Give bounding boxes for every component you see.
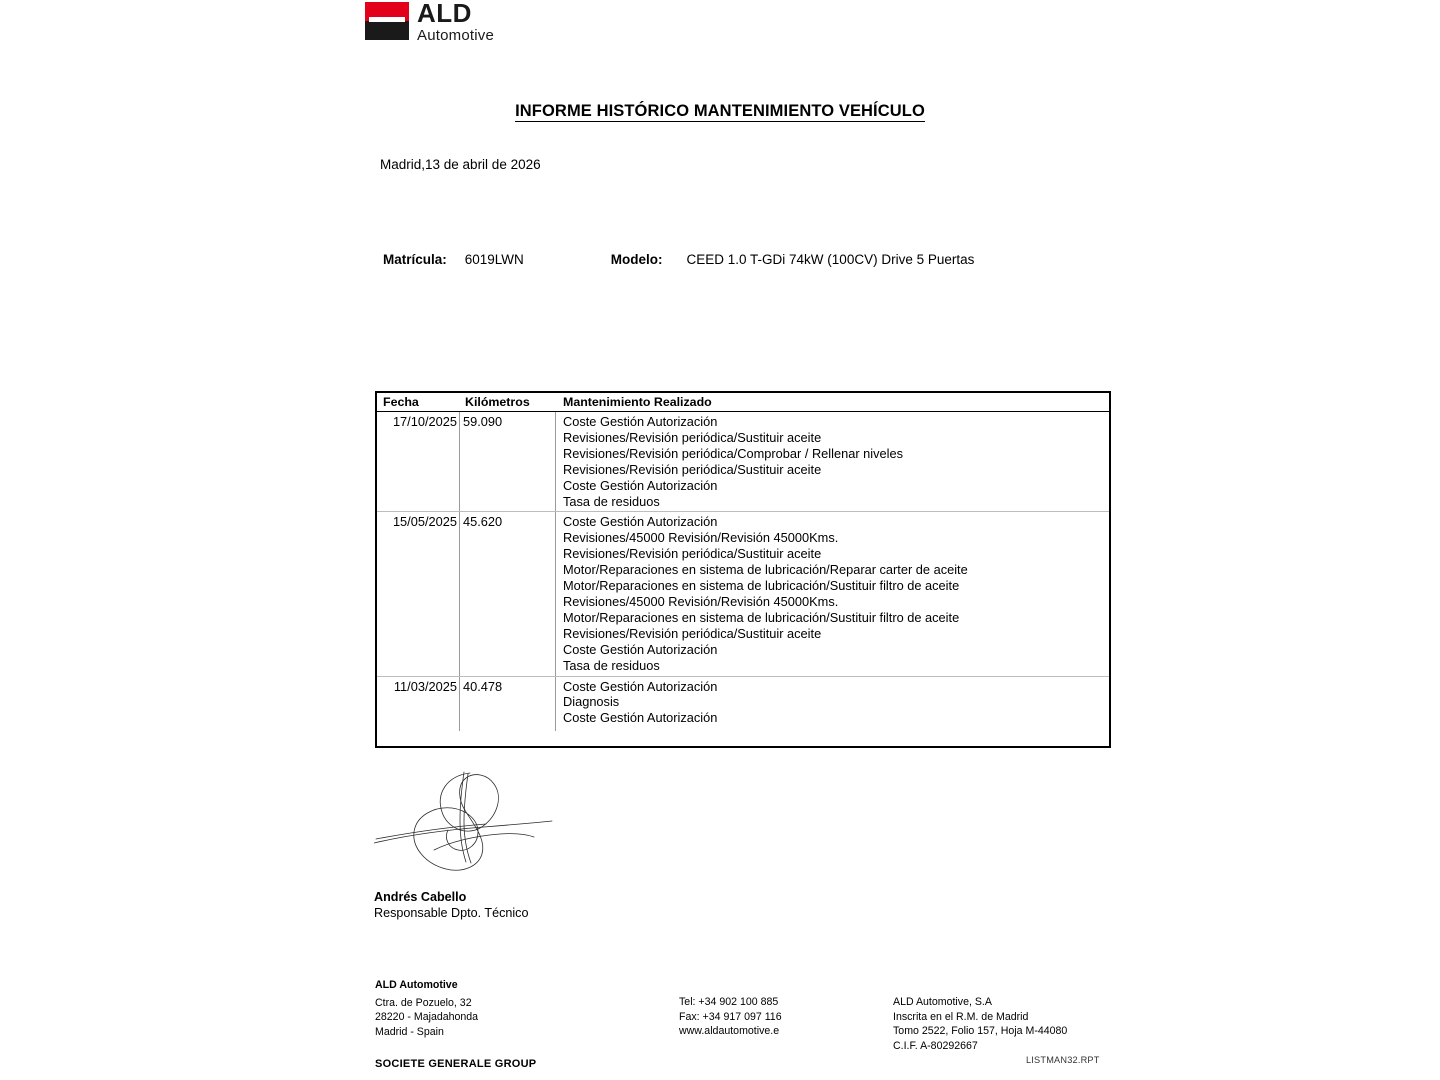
footer-group-name: SOCIETE GENERALE GROUP [375,1058,537,1070]
work-item: Revisiones/Revisión periódica/Comprobar / Rellenar niveles [563,445,903,461]
column-header-kilometers: Kilómetros [465,395,530,409]
footer-address-column [375,978,478,1039]
footer-company-name: ALD Automotive [375,979,458,991]
logo-black-bar [365,21,409,40]
table-row [377,412,1109,512]
page-title-text: INFORME HISTÓRICO MANTENIMIENTO VEHÍCULO [515,102,925,120]
ald-logo-mark [365,2,409,40]
plate-label: Matrícula: [383,252,447,267]
footer-address-line-2: 28220 - Majadahonda [375,1011,479,1024]
table-row [377,677,1109,729]
work-item: Motor/Reparaciones en sistema de lubricación/Reparar carter de aceite [563,562,968,578]
place-and-date: Madrid,13 de abril de 2026 [380,157,541,172]
work-item: Motor/Reparaciones en sistema de lubricación/Sustituir filtro de aceite [563,578,960,594]
footer-legal-line-4: C.I.F. A-80292667 [893,1039,978,1052]
column-header-work: Mantenimiento Realizado [563,395,712,409]
signatory-role: Responsable Dpto. Técnico [374,906,529,920]
logo-brand-text: ALD [417,0,472,28]
footer-legal-column [893,995,1067,1053]
work-item: Diagnosis [563,694,620,710]
work-item: Coste Gestión Autorización [563,710,718,726]
work-item: Coste Gestión Autorización [563,641,718,657]
logo-white-bar [369,17,405,22]
work-item: Coste Gestión Autorización [563,477,718,493]
column-header-date: Fecha [383,395,419,409]
footer-website[interactable]: www.aldautomotive.e [679,1025,780,1038]
footer-contact-column [679,995,782,1039]
footer-legal-line-2: Inscrita en el R.M. de Madrid [893,1010,1029,1023]
footer-legal-line-1: ALD Automotive, S.A [893,996,992,1008]
signature-block [374,770,554,920]
work-item: Revisiones/Revisión periódica/Sustituir aceite [563,461,822,477]
signature-image [374,770,554,878]
work-item: Coste Gestión Autorización [563,414,718,429]
cell-kilometers: 45.620 [463,514,503,530]
work-item: Coste Gestión Autorización [563,514,718,530]
table-row [377,512,1109,676]
work-item: Tasa de residuos [563,657,660,673]
cell-work-list [563,414,1109,509]
work-item: Revisiones/Revisión periódica/Sustituir aceite [563,625,822,641]
cell-date: 15/05/2025 [392,514,457,530]
page-footer [0,978,1440,1078]
footer-telephone: Tel: +34 902 100 885 [679,996,779,1008]
vehicle-info [383,252,974,267]
footer-address-line-1: Ctra. de Pozuelo, 32 [375,996,472,1009]
report-id: LISTMAN32.RPT [1026,1055,1100,1065]
cell-kilometers: 40.478 [463,678,503,694]
maintenance-history-table [375,391,1111,748]
plate-value: 6019LWN [464,252,524,267]
ald-logo [365,2,510,44]
work-item: Revisiones/45000 Revisión/Revisión 45000Kms. [563,593,839,609]
cell-kilometers: 59.090 [463,414,503,429]
cell-date: 17/10/2025 [392,414,457,429]
work-item: Revisiones/45000 Revisión/Revisión 45000Kms. [563,530,839,546]
table-body [377,412,1109,728]
work-item: Motor/Reparaciones en sistema de lubricación/Sustituir filtro de aceite [563,609,960,625]
cell-work-list [563,514,1109,673]
cell-date: 11/03/2025 [393,678,457,694]
signatory-name: Andrés Cabello [374,890,467,904]
page-title [0,102,1440,121]
model-value: CEED 1.0 T-GDi 74kW (100CV) Drive 5 Puertas [686,252,975,267]
footer-address-line-3: Madrid - Spain [375,1025,444,1038]
work-item: Tasa de residuos [563,493,660,509]
footer-legal-line-3: Tomo 2522, Folio 157, Hoja M-44080 [893,1025,1068,1038]
work-item: Coste Gestión Autorización [563,678,718,694]
ald-logo-text [417,0,494,43]
model-label: Modelo: [610,252,663,267]
table-header-row [377,393,1109,412]
work-item: Revisiones/Revisión periódica/Sustituir aceite [563,429,822,445]
work-item: Revisiones/Revisión periódica/Sustituir aceite [563,546,822,562]
cell-work-list [563,679,1109,727]
footer-fax: Fax: +34 917 097 116 [679,1010,782,1023]
logo-subtitle-text: Automotive [417,27,495,44]
